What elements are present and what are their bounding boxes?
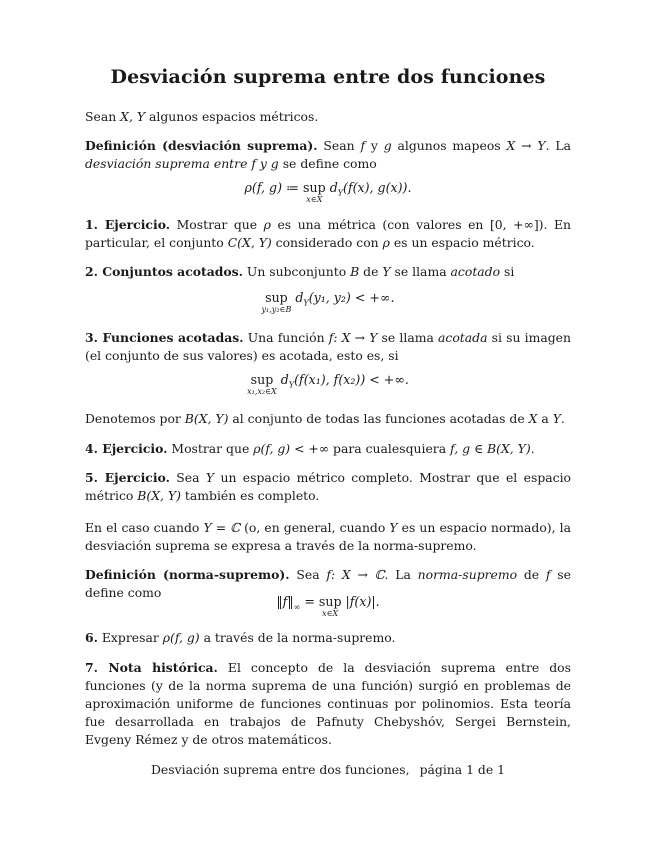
exercise-4: 4. Ejercicio. Mostrar que ρ(f, g) < +∞ para cualesquiera f, g ∈ B(X, Y).	[85, 441, 535, 456]
definition-sup-deviation: Definición (desviación suprema). Sean f y g algunos mapeos X → Y. La desviación suprema entre f y g se define como	[85, 138, 571, 171]
exercise-6: 6. Expresar ρ(f, g) a través de la norma-supremo.	[85, 630, 396, 645]
intro-paragraph: Sean X, Y algunos espacios métricos.	[85, 109, 319, 124]
page-number: página 1 de 1	[419, 762, 505, 777]
equation-bounded-set: sup y₁,y₂∈B $d_Y(y_1$, y₂) < +∞.	[261, 290, 395, 314]
bounded-functions: 3. Funciones acotadas. Una función f: X → Y se llama acotada si su imagen (el conjunto de sus valores) es acotada, esto es, si	[85, 330, 571, 363]
equation-rho: ρ(f, g) ≔ sup x∈X $d_Y(f(x)$, g(x)).	[244, 180, 412, 204]
historical-note: 7. Nota histórica. El concepto de la desviación suprema entre dos funciones (y de la norma suprema de una función) surgió en problemas de aproximación uniforme de funciones continuas por polinomios. Esta teoría fue desarrollada en trabajos de Pafnuty Chebyshóv, Sergei Bernstein, Evgeny Rémez y de otros matemáticos.	[85, 660, 571, 747]
equation-bounded-function: sup x₁,x₂∈X $d_Y(f(x_1)$, f(x₂)) < +∞.	[247, 372, 409, 396]
exercise-5: 5. Ejercicio. Sea Y un espacio métrico completo. Mostrar que el espacio métrico B(X, Y) también es completo.	[85, 470, 572, 503]
bounded-sets: 2. Conjuntos acotados. Un subconjunto B de Y se llama acotado si	[85, 264, 515, 279]
equation-sup-norm: $‖f‖_\infty$ = sup x∈X |f(x)|.	[276, 594, 380, 618]
definition-sup-norm: Definición (norma-supremo). Sea f: X → ℂ. La norma-supremo de f se define como	[85, 567, 571, 600]
normed-space-case: En el caso cuando Y = ℂ (o, en general, cuando Y es un espacio normado), la desviación suprema se expresa a través de la norma-supremo.	[85, 520, 571, 553]
exercise-1: 1. Ejercicio. Mostrar que ρ es una métrica (con valores en [0, +∞]). En particular, el conjunto C(X, Y) considerado con ρ es un espacio métrico.	[85, 217, 572, 250]
page-title: Desviación suprema entre dos funciones	[110, 66, 546, 88]
page-footer: Desviación suprema entre dos funciones, página 1 de 1	[151, 762, 505, 777]
denote-bxy: Denotemos por B(X, Y) al conjunto de todas las funciones acotadas de X a Y.	[85, 411, 565, 426]
